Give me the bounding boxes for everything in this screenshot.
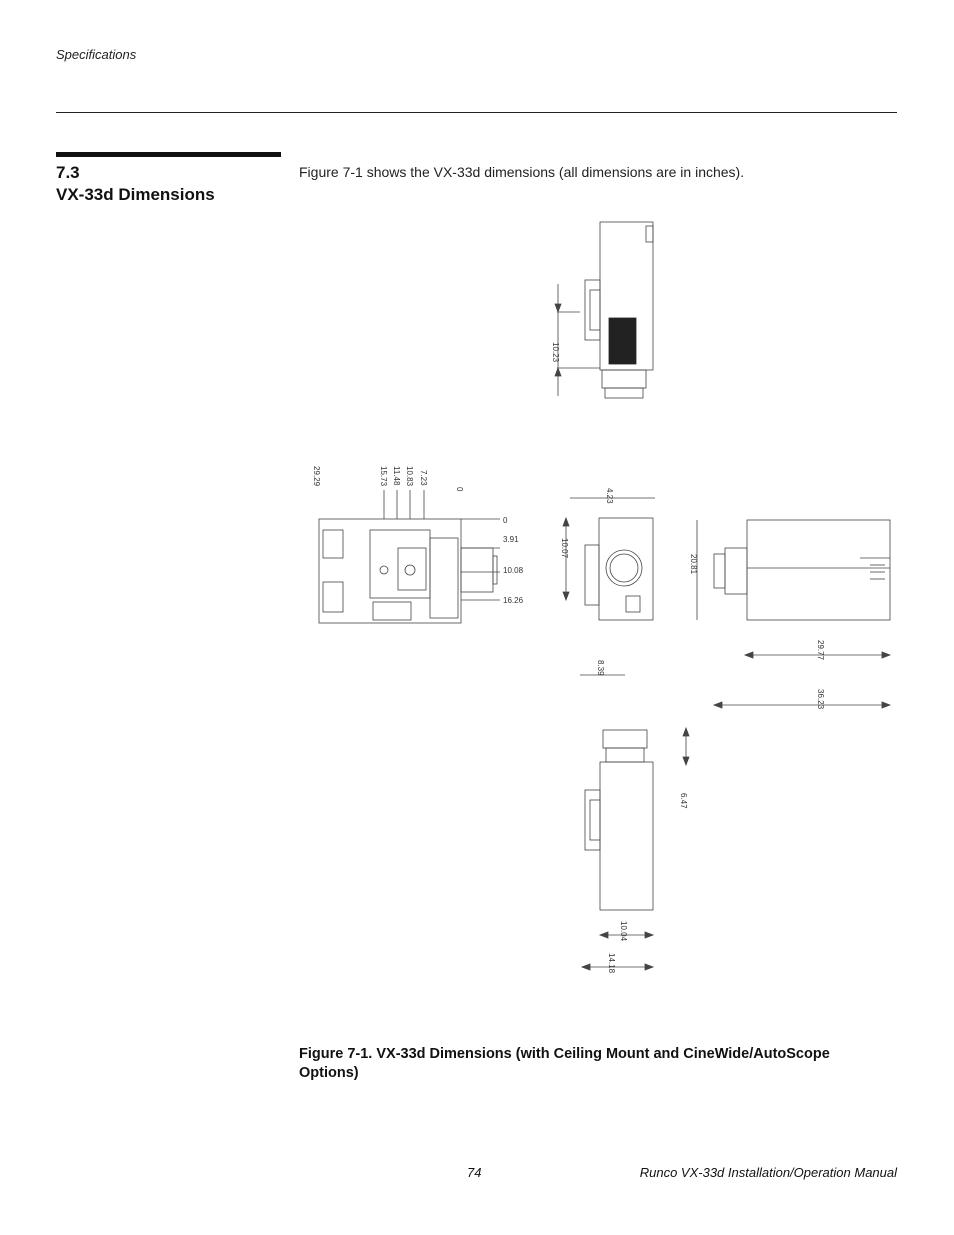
bottom-view bbox=[319, 490, 500, 623]
dim-bottom-h3: 16.26 bbox=[503, 596, 524, 605]
manual-title: Runco VX-33d Installation/Operation Manual bbox=[639, 1165, 897, 1180]
dim-bottom-v1: 15.73 bbox=[379, 466, 388, 487]
dim-side-total-length: 36.23 bbox=[816, 689, 825, 710]
dim-bottom-width: 29.29 bbox=[312, 466, 321, 487]
dim-front-bottom: 8.39 bbox=[596, 660, 605, 676]
front-view bbox=[563, 498, 655, 675]
side-view bbox=[697, 520, 890, 708]
rear-view bbox=[582, 728, 689, 970]
dim-bottom-v2: 11.48 bbox=[392, 466, 401, 486]
dim-front-top: 4.23 bbox=[605, 488, 614, 504]
dim-front-left: 10.07 bbox=[560, 538, 569, 559]
figure-caption: Figure 7-1. VX-33d Dimensions (with Ceiling Mount and CineWide/AutoScope Options) bbox=[299, 1046, 830, 1081]
top-view bbox=[555, 222, 653, 398]
dim-side-height: 20.81 bbox=[689, 554, 698, 575]
dim-bottom-zero-right: 0 bbox=[503, 516, 508, 525]
section-number: 7.3 bbox=[56, 163, 80, 182]
page-number: 74 bbox=[467, 1165, 482, 1180]
dim-top-height: 10.23 bbox=[551, 342, 560, 363]
dim-bottom-h1: 3.91 bbox=[503, 535, 519, 544]
intro-paragraph: Figure 7-1 shows the VX-33d dimensions (all dimensions are in inches). bbox=[299, 164, 745, 180]
dim-side-body-length: 29.77 bbox=[816, 640, 825, 661]
dim-bottom-zero-top: 0 bbox=[455, 487, 464, 492]
dim-rear-right: 6.47 bbox=[679, 793, 688, 809]
dim-rear-bottom2: 14.18 bbox=[607, 953, 616, 974]
dim-rear-bottom1: 10.04 bbox=[619, 921, 628, 942]
dim-bottom-v3: 10.83 bbox=[405, 466, 414, 487]
running-header: Specifications bbox=[56, 47, 137, 62]
section-title: VX-33d Dimensions bbox=[56, 185, 215, 204]
dim-bottom-v4: 7.23 bbox=[419, 470, 428, 486]
dim-bottom-h2: 10.08 bbox=[503, 566, 524, 575]
